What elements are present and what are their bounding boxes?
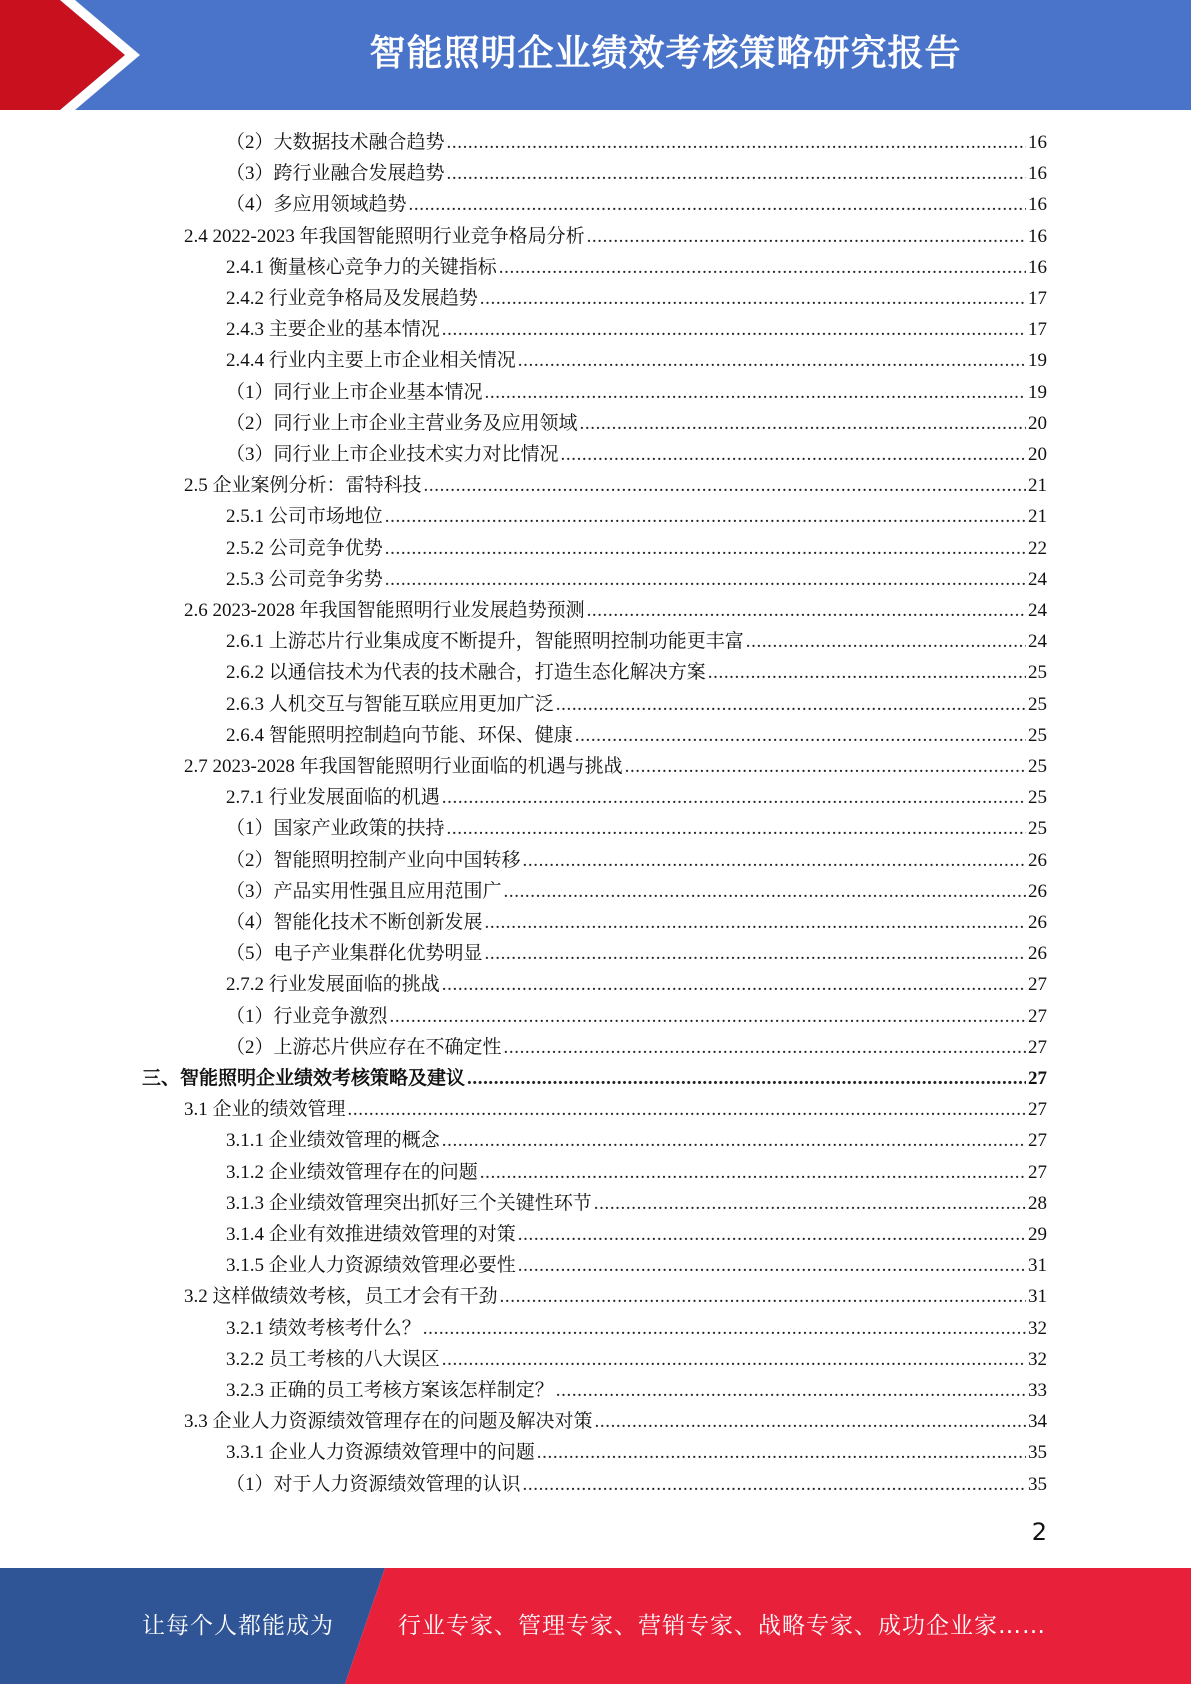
toc-entry[interactable] — [226, 720, 1047, 751]
toc-entry[interactable] — [226, 1437, 1047, 1468]
toc-entry[interactable] — [226, 1001, 1047, 1032]
toc-leader-dots — [442, 314, 1026, 345]
toc-entry-label: 2.4.4 行业内主要上市企业相关情况 — [226, 350, 516, 372]
toc-entry-label: 2.5.1 公司市场地位 — [226, 506, 383, 528]
toc-entry[interactable] — [226, 626, 1047, 657]
toc-entry-label: 3.2.2 员工考核的八大误区 — [226, 1348, 440, 1370]
toc-entry-page: 31 — [1028, 1286, 1047, 1308]
header-arrow-decoration — [0, 0, 160, 110]
toc-entry-page: 27 — [1028, 1005, 1047, 1027]
toc-entry-page: 27 — [1028, 1130, 1047, 1152]
page-header — [0, 0, 1191, 110]
toc-entry-page: 20 — [1028, 412, 1047, 434]
toc-entry-page: 16 — [1028, 194, 1047, 216]
toc-entry-page: 25 — [1028, 693, 1047, 715]
toc-entry[interactable] — [226, 189, 1047, 220]
toc-entry[interactable] — [184, 221, 1047, 252]
toc-entry-page: 33 — [1028, 1380, 1047, 1401]
toc-entry[interactable] — [226, 1188, 1047, 1219]
toc-entry-page: 26 — [1028, 943, 1047, 965]
toc-entry[interactable] — [226, 377, 1047, 408]
toc-leader-dots — [746, 626, 1026, 657]
toc-entry-label: 2.4.2 行业竞争格局及发展趋势 — [226, 288, 478, 309]
toc-entry-page: 17 — [1028, 288, 1047, 309]
toc-leader-dots — [499, 252, 1026, 283]
toc-entry-label: （3）跨行业融合发展趋势 — [226, 163, 445, 185]
report-title: 智能照明企业绩效考核策略研究报告 — [369, 33, 962, 74]
toc-entry[interactable] — [226, 564, 1047, 595]
toc-entry-label: （3）产品实用性强且应用范围广 — [226, 880, 502, 902]
toc-entry-page: 24 — [1028, 631, 1047, 653]
toc-entry-label: （3）同行业上市企业技术实力对比情况 — [226, 444, 559, 465]
toc-entry[interactable] — [226, 1469, 1047, 1500]
toc-leader-dots — [595, 1406, 1026, 1437]
toc-entry-page: 26 — [1028, 880, 1047, 902]
toc-leader-dots — [447, 813, 1026, 844]
toc-entry-page: 25 — [1028, 756, 1047, 777]
toc-leader-dots — [587, 221, 1026, 252]
toc-leader-dots — [485, 907, 1026, 938]
toc-entry[interactable] — [184, 1281, 1047, 1312]
toc-entry-label: 3.1.3 企业绩效管理突出抓好三个关键性环节 — [226, 1192, 592, 1214]
toc-leader-dots — [348, 1094, 1026, 1125]
toc-leader-dots — [504, 876, 1026, 907]
toc-leader-dots — [518, 345, 1026, 376]
toc-entry[interactable] — [184, 595, 1047, 626]
toc-entry[interactable] — [226, 657, 1047, 688]
toc-entry-label: 三、智能照明企业绩效考核策略及建议 — [142, 1068, 466, 1089]
toc-entry-page: 27 — [1028, 1068, 1047, 1089]
toc-entry-page: 20 — [1028, 444, 1047, 465]
toc-leader-dots — [556, 1375, 1026, 1406]
toc-entry-page: 27 — [1028, 1161, 1047, 1183]
toc-entry[interactable] — [226, 439, 1047, 470]
toc-entry-page: 27 — [1028, 1099, 1047, 1121]
toc-entry-page: 24 — [1028, 600, 1047, 621]
toc-entry-label: 2.4.3 主要企业的基本情况 — [226, 319, 440, 341]
toc-entry[interactable] — [226, 1313, 1047, 1344]
toc-entry[interactable] — [226, 252, 1047, 283]
toc-entry[interactable] — [226, 1250, 1047, 1281]
toc-entry-page: 16 — [1028, 132, 1047, 153]
toc-leader-dots — [485, 377, 1026, 408]
toc-entry-label: （5）电子产业集群化优势明显 — [226, 943, 483, 965]
toc-leader-dots — [625, 751, 1026, 782]
toc-entry[interactable] — [184, 470, 1047, 501]
toc-entry[interactable] — [226, 501, 1047, 532]
toc-leader-dots — [575, 720, 1026, 751]
toc-entry-page: 16 — [1028, 225, 1047, 247]
toc-entry-page: 19 — [1028, 381, 1047, 403]
toc-entry-label: （2）上游芯片供应存在不确定性 — [226, 1036, 502, 1058]
toc-entry[interactable] — [226, 782, 1047, 813]
toc-entry-label: 2.6.2 以通信技术为代表的技术融合，打造生态化解决方案 — [226, 662, 706, 684]
toc-entry-page: 19 — [1028, 350, 1047, 372]
toc-entry-page: 29 — [1028, 1224, 1047, 1245]
toc-leader-dots — [580, 408, 1026, 439]
toc-entry-page: 17 — [1028, 319, 1047, 341]
toc-entry-label: （2）同行业上市企业主营业务及应用领域 — [226, 412, 578, 434]
toc-entry-page: 32 — [1028, 1348, 1047, 1370]
toc-leader-dots — [442, 1125, 1026, 1156]
toc-entry-label: 3.1.1 企业绩效管理的概念 — [226, 1130, 440, 1152]
toc-entry[interactable] — [226, 1157, 1047, 1188]
toc-entry-page: 16 — [1028, 163, 1047, 185]
toc-leader-dots — [537, 1437, 1026, 1468]
toc-leader-dots — [390, 1001, 1026, 1032]
toc-leader-dots — [485, 938, 1026, 969]
toc-entry[interactable] — [184, 1406, 1047, 1437]
toc-leader-dots — [594, 1188, 1026, 1219]
toc-entry-label: 2.7.2 行业发展面临的挑战 — [226, 974, 440, 996]
toc-entry[interactable] — [142, 1063, 1047, 1094]
toc-entry-label: （4）多应用领域趋势 — [226, 194, 407, 216]
toc-entry-label: 3.1 企业的绩效管理 — [184, 1099, 346, 1121]
toc-entry-page: 25 — [1028, 818, 1047, 840]
toc-leader-dots — [480, 283, 1026, 314]
toc-leader-dots — [442, 969, 1026, 1000]
toc-entry-label: 3.2 这样做绩效考核，员工才会有干劲 — [184, 1286, 498, 1308]
toc-entry-label: （2）智能照明控制产业向中国转移 — [226, 849, 521, 871]
toc-leader-dots — [523, 845, 1026, 876]
toc-entry-label: 3.2.3 正确的员工考核方案该怎样制定？ — [226, 1380, 554, 1401]
toc-entry[interactable] — [184, 1094, 1047, 1125]
toc-entry[interactable] — [226, 314, 1047, 345]
toc-entry[interactable] — [226, 689, 1047, 720]
toc-leader-dots — [523, 1469, 1026, 1500]
toc-leader-dots — [424, 470, 1026, 501]
toc-leader-dots — [708, 657, 1026, 688]
toc-entry-page: 22 — [1028, 537, 1047, 559]
toc-entry[interactable] — [226, 283, 1047, 314]
toc-entry[interactable] — [226, 1219, 1047, 1250]
toc-leader-dots — [447, 127, 1026, 158]
toc-leader-dots — [504, 1032, 1026, 1063]
toc-leader-dots — [518, 1219, 1026, 1250]
toc-entry-label: （1）同行业上市企业基本情况 — [226, 381, 483, 403]
toc-entry-label: 3.1.5 企业人力资源绩效管理必要性 — [226, 1255, 516, 1277]
toc-entry[interactable] — [226, 408, 1047, 439]
toc-entry-label: 2.5.2 公司竞争优势 — [226, 537, 383, 559]
toc-entry-label: 3.2.1 绩效考核考什么？ — [226, 1317, 421, 1339]
toc-entry-page: 25 — [1028, 662, 1047, 684]
toc-leader-dots — [385, 564, 1026, 595]
toc-entry[interactable] — [226, 533, 1047, 564]
toc-entry[interactable] — [226, 907, 1047, 938]
toc-entry-page: 31 — [1028, 1255, 1047, 1277]
toc-entry[interactable] — [184, 751, 1047, 782]
toc-entry-label: 2.6.3 人机交互与智能互联应用更加广泛 — [226, 693, 554, 715]
toc-entry-label: 3.3.1 企业人力资源绩效管理中的问题 — [226, 1442, 535, 1464]
page-number: 2 — [1031, 1518, 1047, 1546]
toc-entry-page: 27 — [1028, 974, 1047, 996]
toc-entry[interactable] — [226, 1032, 1047, 1063]
toc-entry[interactable] — [226, 345, 1047, 376]
toc-leader-dots — [442, 782, 1026, 813]
toc-entry-page: 16 — [1028, 256, 1047, 278]
toc-entry-label: （1）行业竞争激烈 — [226, 1005, 388, 1027]
toc-leader-dots — [561, 439, 1026, 470]
toc-entry-label: （1）国家产业政策的扶持 — [226, 818, 445, 840]
toc-entry[interactable] — [226, 969, 1047, 1000]
toc-entry-page: 25 — [1028, 787, 1047, 809]
toc-entry-label: 2.6.1 上游芯片行业集成度不断提升，智能照明控制功能更丰富 — [226, 631, 744, 653]
toc-entry-label: 2.6.4 智能照明控制趋向节能、环保、健康 — [226, 724, 573, 746]
toc-entry-label: 2.5 企业案例分析：雷特科技 — [184, 475, 422, 497]
toc-entry-page: 35 — [1028, 1442, 1047, 1464]
toc-entry-label: 2.4 2022-2023 年我国智能照明行业竞争格局分析 — [184, 225, 585, 247]
toc-leader-dots — [423, 1313, 1026, 1344]
toc-leader-dots — [447, 158, 1026, 189]
toc-entry-page: 32 — [1028, 1317, 1047, 1339]
toc-entry-page: 26 — [1028, 849, 1047, 871]
toc-leader-dots — [500, 1281, 1026, 1312]
toc-entry-page: 21 — [1028, 475, 1047, 497]
toc-entry[interactable] — [226, 127, 1047, 158]
page-footer — [0, 1568, 1191, 1684]
toc-entry-label: 3.1.4 企业有效推进绩效管理的对策 — [226, 1224, 516, 1245]
toc-entry[interactable] — [226, 813, 1047, 844]
toc-entry-page: 26 — [1028, 912, 1047, 933]
toc-leader-dots — [587, 595, 1026, 626]
toc-entry-label: 2.4.1 衡量核心竞争力的关键指标 — [226, 256, 497, 278]
toc-entry-page: 34 — [1028, 1411, 1047, 1433]
toc-entry-label: （1）对于人力资源绩效管理的认识 — [226, 1473, 521, 1495]
toc-entry-label: 3.1.2 企业绩效管理存在的问题 — [226, 1161, 478, 1183]
footer-slogan-left: 让每个人都能成为 — [142, 1613, 334, 1639]
toc-entry-label: 3.3 企业人力资源绩效管理存在的问题及解决对策 — [184, 1411, 593, 1433]
toc-entry-page: 24 — [1028, 568, 1047, 590]
toc-entry-page: 21 — [1028, 506, 1047, 528]
toc-entry[interactable] — [226, 1344, 1047, 1375]
toc-entry[interactable] — [226, 1375, 1047, 1406]
toc-leader-dots — [442, 1344, 1026, 1375]
footer-slogan-right: 行业专家、管理专家、营销专家、战略专家、成功企业家…… — [398, 1613, 1046, 1639]
toc-entry-label: 2.7 2023-2028 年我国智能照明行业面临的机遇与挑战 — [184, 756, 623, 777]
toc-leader-dots — [385, 533, 1026, 564]
toc-entry-page: 27 — [1028, 1036, 1047, 1058]
toc-leader-dots — [518, 1250, 1026, 1281]
toc-entry[interactable] — [226, 876, 1047, 907]
toc-entry-label: （2）大数据技术融合趋势 — [226, 132, 445, 153]
toc-entry-label: （4）智能化技术不断创新发展 — [226, 912, 483, 933]
toc-leader-dots — [385, 501, 1026, 532]
toc-entry[interactable] — [226, 938, 1047, 969]
toc-entry-label: 2.6 2023-2028 年我国智能照明行业发展趋势预测 — [184, 600, 585, 621]
toc-entry-page: 25 — [1028, 724, 1047, 746]
toc-entry[interactable] — [226, 158, 1047, 189]
toc-entry-page: 28 — [1028, 1192, 1047, 1214]
toc-leader-dots — [480, 1157, 1026, 1188]
toc-entry[interactable] — [226, 845, 1047, 876]
toc-leader-dots — [409, 189, 1026, 220]
toc-entry-label: 2.7.1 行业发展面临的机遇 — [226, 787, 440, 809]
toc-entry[interactable] — [226, 1125, 1047, 1156]
toc-entry-label: 2.5.3 公司竞争劣势 — [226, 568, 383, 590]
toc-entry-page: 35 — [1028, 1473, 1047, 1495]
toc-leader-dots — [467, 1063, 1026, 1094]
toc-leader-dots — [556, 689, 1026, 720]
